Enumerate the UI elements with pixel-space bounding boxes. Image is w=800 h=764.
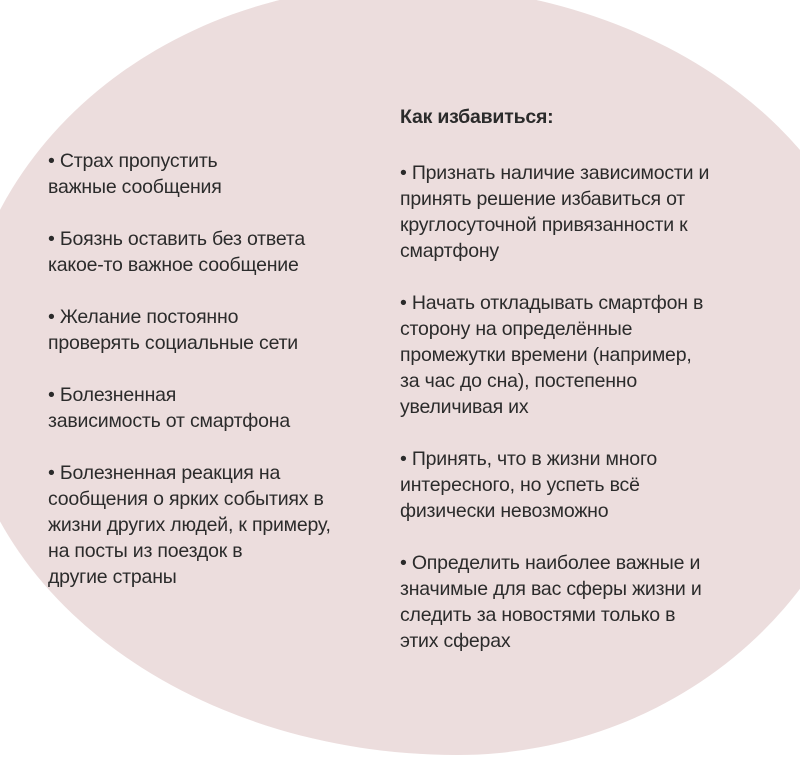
- symptom-item: • Боязнь оставить без ответа какое-то важное сообщение: [48, 228, 306, 276]
- symptom-item: • Болезненная зависимость от смартфона: [48, 384, 291, 432]
- symptom-item: • Болезненная реакция на сообщения о ярких событиях в жизни других людей, к примеру, на посты из поездок в другие страны: [48, 462, 331, 588]
- solution-item: • Признать наличие зависимости и принять решение избавиться от круглосуточной привязанности к смартфону: [400, 162, 710, 262]
- solutions-heading: Как избавиться:: [400, 106, 554, 128]
- symptom-item: • Страх пропустить важные сообщения: [48, 150, 222, 198]
- symptom-item: • Желание постоянно проверять социальные сети: [48, 306, 299, 354]
- solution-item: • Принять, что в жизни много интересного, но успеть всё физически невозможно: [400, 448, 658, 522]
- symptoms-column: [48, 148, 388, 616]
- solution-item: • Определить наиболее важные и значимые для вас сферы жизни и следить за новостями только в этих сферах: [400, 552, 702, 652]
- solution-item: • Начать откладывать смартфон в сторону на определённые промежутки времени (например, за час до сна), постепенно увеличивая их: [400, 292, 704, 418]
- solutions-column: [400, 104, 780, 680]
